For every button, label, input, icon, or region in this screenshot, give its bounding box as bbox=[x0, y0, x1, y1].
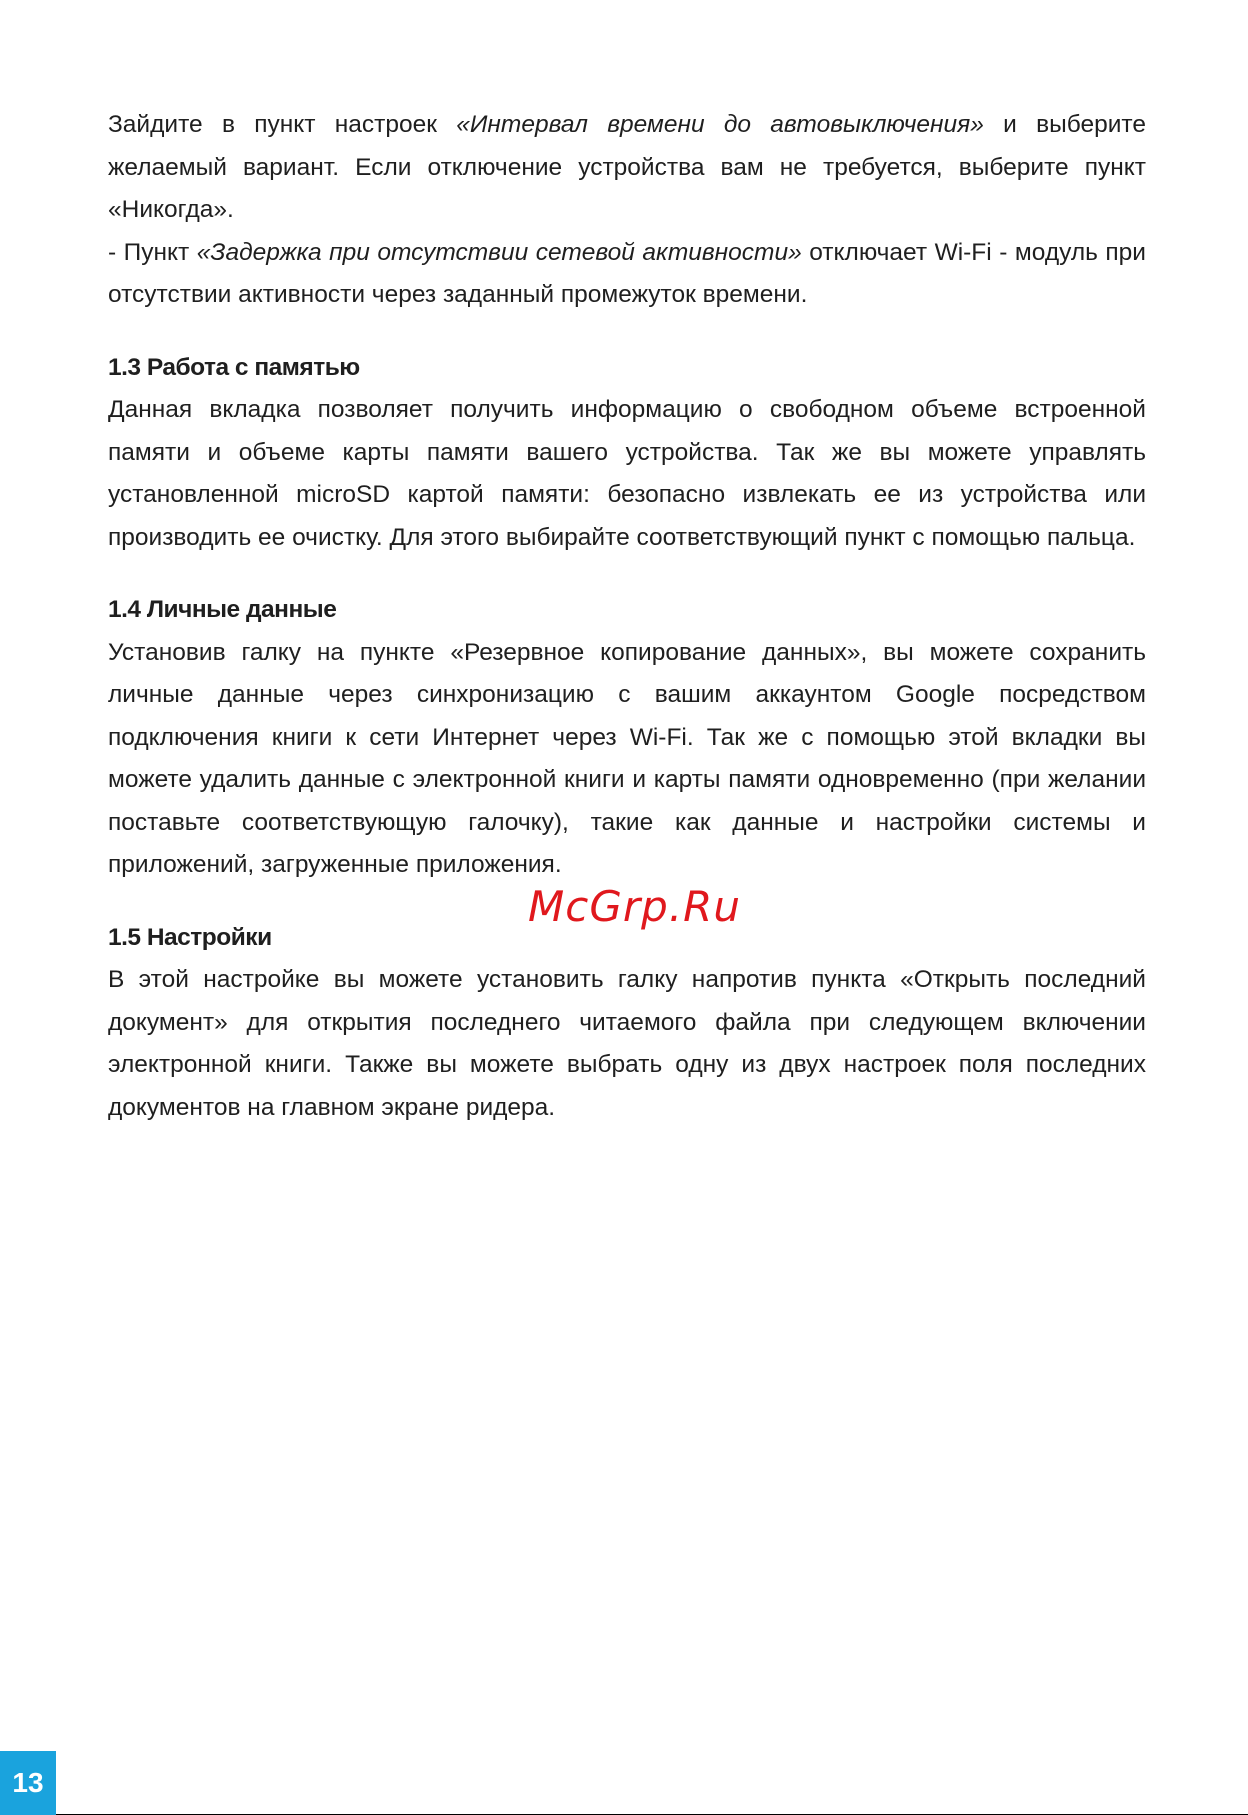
intro-p2-b: отключает Wi-Fi - модуль при отсутствии активности через заданный промежуток времени. bbox=[108, 238, 1146, 308]
watermark: McGrp.Ru bbox=[528, 882, 741, 931]
section-settings bbox=[108, 917, 1146, 1130]
intro-paragraph-2 bbox=[108, 232, 1146, 317]
intro-p1-a: Зайдите в пункт настроек bbox=[108, 111, 457, 138]
intro-p1-emphasis: «Интервал времени до автовыключения» bbox=[456, 111, 984, 138]
section-memory bbox=[108, 347, 1146, 560]
intro-p2-emphasis: «Задержка при отсутствии сетевой активности» bbox=[196, 238, 802, 266]
page-content bbox=[108, 104, 1146, 1129]
intro-paragraph-1 bbox=[108, 104, 1146, 232]
section-text: Установив галку на пункте «Резервное копирование данных», вы можете сохранить личные данные через синхронизацию с вашим аккаунтом Google посредством подключения книги к сети Интернет через Wi-Fi. Так же с помощью этой вкладки вы можете удалить данные с электронной книги и карты памяти одновременно (при желании поставьте соответствующую галочку), такие как данные и настройки системы и приложений, загруженные приложения. bbox=[108, 638, 1146, 878]
section-text: В этой настройке вы можете установить галку напротив пункта «Открыть последний документ» для открытия последнего читаемого файла при следующем включении электронной книги. Также вы можете выбрать одну из двух настроек поля последних документов на главном экране ридера. bbox=[108, 966, 1146, 1121]
intro-p2-a: - Пункт bbox=[108, 238, 197, 266]
section-title: 1.4 Личные данные bbox=[108, 596, 337, 623]
page-number: 13 bbox=[12, 1767, 44, 1798]
section-title: 1.5 Настройки bbox=[108, 923, 272, 951]
intro-p1-b: и выберите желаемый вариант. Если отключение устройства вам не требуется, выберите пункт «Никогда». bbox=[108, 111, 1146, 223]
section-title: 1.3 Работа с памятью bbox=[108, 353, 360, 381]
section-text: Данная вкладка позволяет получить информацию о свободном объеме встроенной памяти и объеме карты памяти вашего устройства. Так же вы можете управлять установленной microSD картой памяти: безопасно извлекать ее из устройства или производить ее очистку. Для этого выбирайте соответствующий пункт с помощью пальца. bbox=[108, 396, 1146, 551]
section-personal-data bbox=[108, 589, 1146, 887]
page-number-badge bbox=[0, 1751, 56, 1815]
